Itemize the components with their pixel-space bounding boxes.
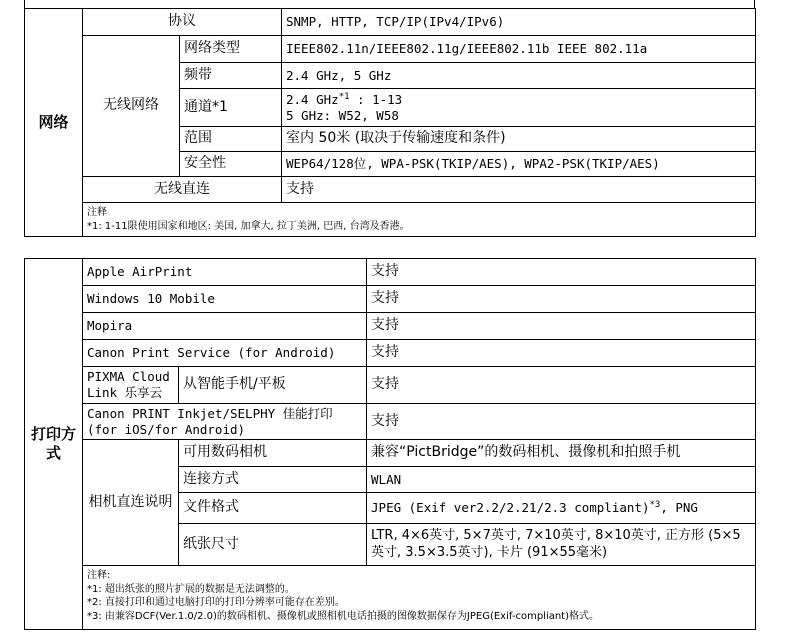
channel-footnote-mark: *1 xyxy=(338,91,350,102)
connection-value: WLAN xyxy=(367,467,756,493)
pixma-value: 支持 xyxy=(367,367,756,404)
network-type-label: 网络类型 xyxy=(180,36,282,63)
paper-size-label: 纸张尺寸 xyxy=(179,524,367,566)
direct-value: 支持 xyxy=(282,177,756,203)
protocol-value: SNMP, HTTP, TCP/IP(IPv4/IPv6) xyxy=(282,9,756,36)
selphy-value: 支持 xyxy=(367,404,756,440)
print-service-label: Canon Print Service (for Android) xyxy=(83,340,367,367)
file-format-label: 文件格式 xyxy=(179,493,367,524)
file-format-pre: JPEG (Exif ver2.2/2.21/2.3 compliant) xyxy=(371,500,650,516)
wireless-label: 无线网络 xyxy=(83,36,180,177)
file-format-value xyxy=(367,493,756,524)
file-format-post: , PNG xyxy=(660,500,698,516)
mopira-label: Mopira xyxy=(83,313,367,340)
pixma-sub: 从智能手机/平板 xyxy=(179,367,367,404)
network-spec-table xyxy=(24,8,756,237)
print-note-heading: 注释: xyxy=(87,570,111,581)
print-notes xyxy=(83,566,756,630)
channel-label: 通道*1 xyxy=(180,89,282,127)
protocol-label: 协议 xyxy=(83,9,282,36)
network-note-heading: 注释 xyxy=(87,207,107,218)
print-note-1: *1: 超出纸张的照片扩展的数据是无法调整的。 xyxy=(87,583,295,595)
print-note-2: *2: 直接打印和通过电脑打印的打印分辨率可能存在差别。 xyxy=(87,597,345,608)
network-type-value: IEEE802.11n/IEEE802.11g/IEEE802.11b IEEE 802.11a xyxy=(282,36,756,63)
print-service-value: 支持 xyxy=(367,340,756,367)
camera-label: 相机直连说明 xyxy=(83,440,179,566)
security-label: 安全性 xyxy=(180,152,282,177)
network-notes xyxy=(83,203,756,237)
channel-line1-post: : 1-13 xyxy=(349,91,403,107)
band-label: 频带 xyxy=(180,63,282,89)
selphy-label: Canon PRINT Inkjet/SELPHY 佳能打印 (for iOS/for Android) xyxy=(83,404,367,440)
paper-size-value: LTR, 4×6英寸, 5×7英寸, 7×10英寸, 8×10英寸, 正方形 (5×5英寸, 3.5×3.5英寸), 卡片 (91×55毫米) xyxy=(367,524,756,566)
print-spec-table xyxy=(24,258,756,630)
airprint-label: Apple AirPrint xyxy=(83,259,367,286)
airprint-value: 支持 xyxy=(367,259,756,286)
range-label: 范围 xyxy=(180,127,282,152)
range-value: 室内 50米 (取决于传输速度和条件) xyxy=(282,127,756,152)
print-note-3: *3: 由兼容DCF(Ver.1.0/2.0)的数码相机、摄像机或照相机电话拍摄的图像数据保存为JPEG(Exif-compliant)格式。 xyxy=(87,610,600,622)
channel-line1-pre: 2.4 GHz xyxy=(286,91,339,107)
mopira-value: 支持 xyxy=(367,313,756,340)
channel-value xyxy=(282,89,756,127)
network-note-1: *1: 1-11限使用国家和地区: 美国, 加拿大, 拉丁美洲, 巴西, 台湾及香港。 xyxy=(87,220,410,232)
channel-line2: 5 GHz: W52, W58 xyxy=(286,107,399,123)
camera-type-label: 可用数码相机 xyxy=(179,440,367,467)
windows-mobile-value: 支持 xyxy=(367,286,756,313)
connection-label: 连接方式 xyxy=(179,467,367,493)
print-section-label: 打印方式 xyxy=(25,259,83,630)
security-value: WEP64/128位, WPA-PSK(TKIP/AES), WPA2-PSK(TKIP/AES) xyxy=(282,152,756,177)
pixma-label: PIXMA Cloud Link 乐享云 xyxy=(83,367,179,404)
camera-type-value: 兼容“PictBridge”的数码相机、摄像机和拍照手机 xyxy=(367,440,756,467)
windows-mobile-label: Windows 10 Mobile xyxy=(83,286,367,313)
band-value: 2.4 GHz, 5 GHz xyxy=(282,63,756,89)
direct-label: 无线直连 xyxy=(83,177,282,203)
file-format-footnote-mark: *3 xyxy=(649,500,661,511)
network-section-label: 网络 xyxy=(25,9,83,237)
